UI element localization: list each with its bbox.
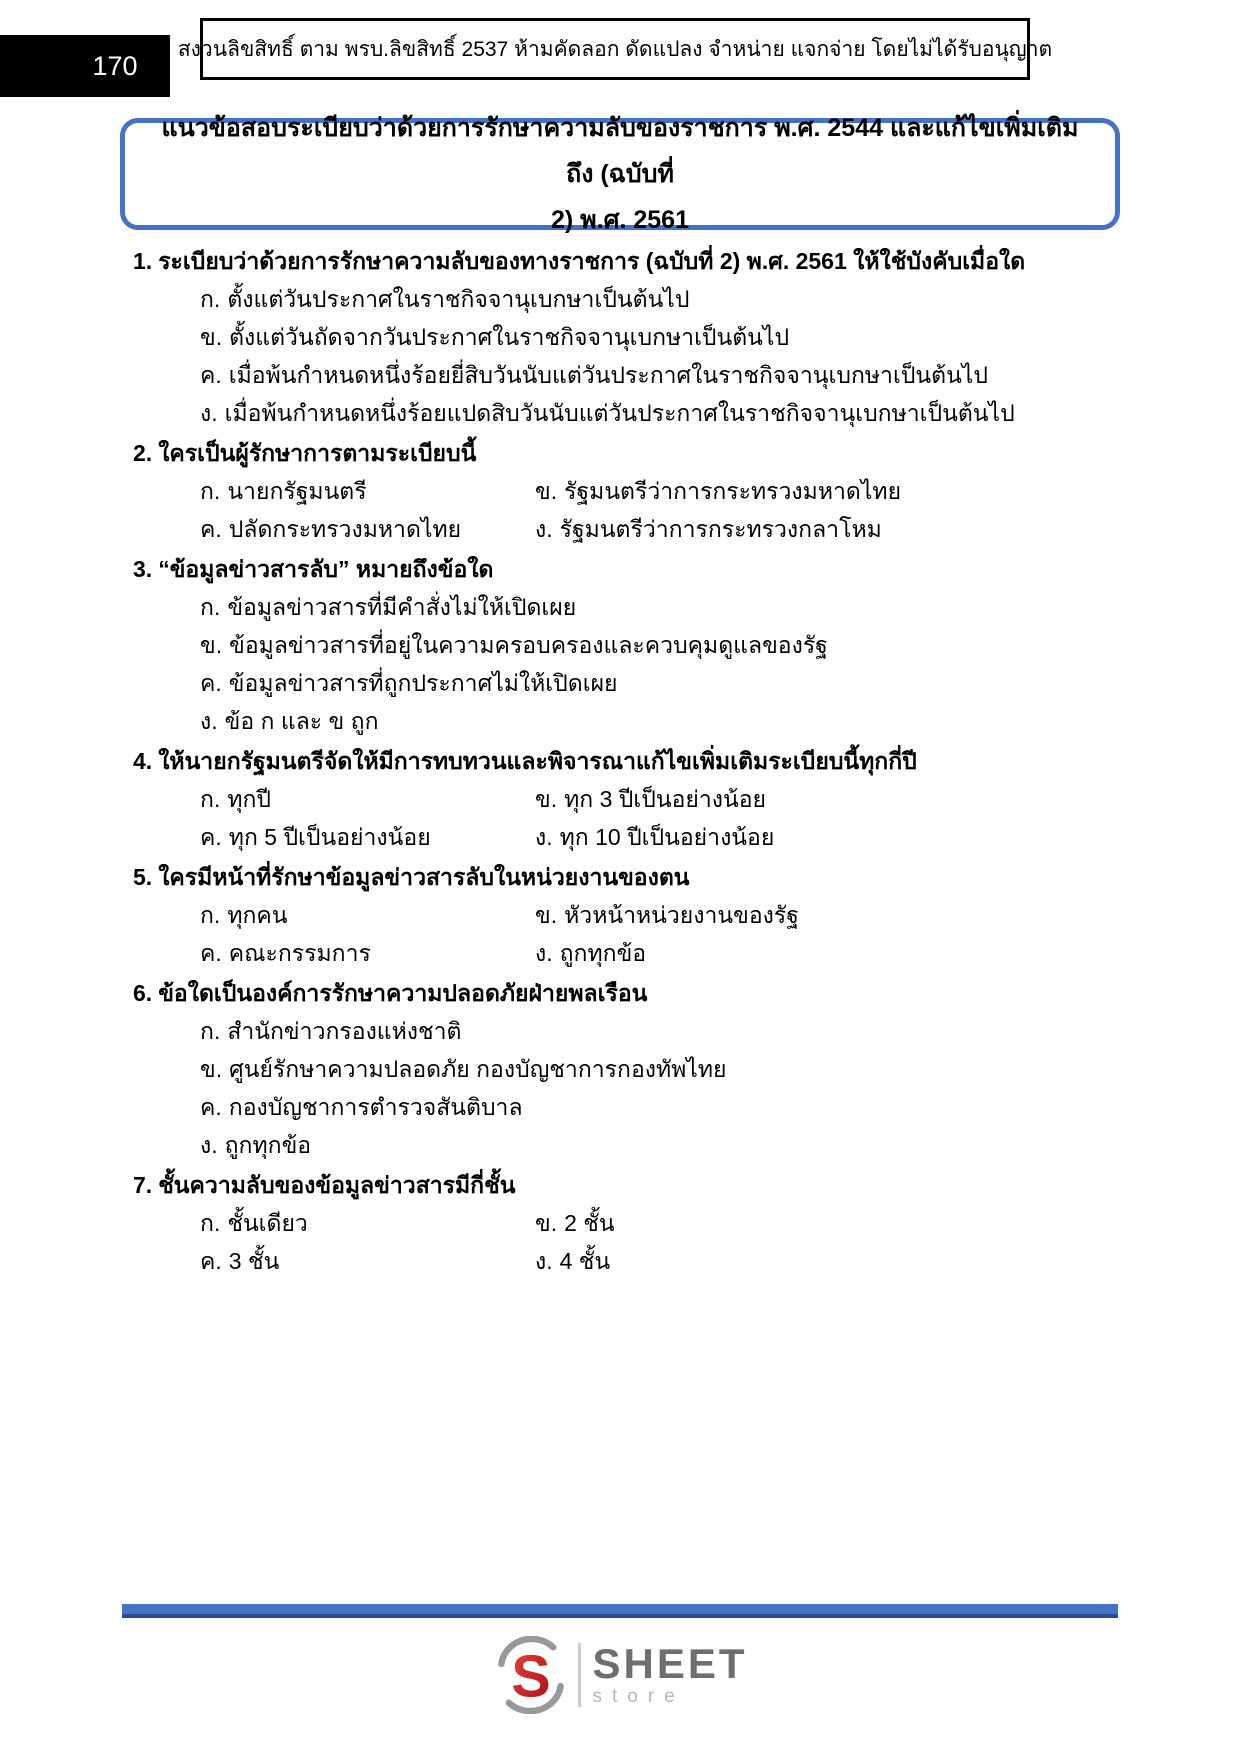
exam-title-line2: 2) พ.ศ. 2561 xyxy=(551,206,689,234)
choice xyxy=(200,1050,1123,1088)
exam-title-line1: แนวข้อสอบระเบียบว่าด้วยการรักษาความลับของราชการ พ.ศ. 2544 และแก้ไขเพิ่มเติมถึง (ฉบับที่ xyxy=(161,114,1079,188)
question-number: 6. xyxy=(133,980,153,1006)
choice-label: ก. xyxy=(200,594,221,620)
choice xyxy=(535,818,1123,856)
choice-label: ค. xyxy=(200,362,222,388)
choice xyxy=(200,356,1123,394)
question-text: ให้นายกรัฐมนตรีจัดให้มีการทบทวนและพิจารณาแก้ไขเพิ่มเติมระเบียบนี้ทุกกี่ปี xyxy=(158,748,917,774)
question-text: ใครมีหน้าที่รักษาข้อมูลข่าวสารลับในหน่วยงานของตน xyxy=(158,864,690,890)
choice xyxy=(200,818,535,856)
choice-text: ศูนย์รักษาความปลอดภัย กองบัญชาการกองทัพไทย xyxy=(229,1056,727,1082)
choice-label: ก. xyxy=(200,1018,221,1044)
choice-label: ค. xyxy=(200,516,222,542)
choice-label: ค. xyxy=(200,940,222,966)
footer-divider-bar xyxy=(122,1604,1118,1618)
choice-group xyxy=(133,780,1123,856)
choice-label: ง. xyxy=(200,1132,218,1158)
page-number: 170 xyxy=(92,50,138,81)
choice xyxy=(535,896,1123,934)
logo-divider xyxy=(577,1643,580,1707)
choice-text: 2 ชั้น xyxy=(564,1210,615,1236)
choice xyxy=(200,780,535,818)
choice-label: ค. xyxy=(200,824,222,850)
choice-text: หัวหน้าหน่วยงานของรัฐ xyxy=(564,902,799,928)
logo-letter: S xyxy=(510,1642,551,1710)
choice-label: ข. xyxy=(200,324,223,350)
choice-label: ข. xyxy=(535,786,558,812)
question xyxy=(133,974,1123,1164)
choice-text: ถูกทุกข้อ xyxy=(224,1132,312,1158)
exam-title-box xyxy=(120,114,1120,234)
choice-label: ค. xyxy=(200,670,222,696)
choice xyxy=(200,394,1123,432)
choice-text: รัฐมนตรีว่าการกระทรวงมหาดไทย xyxy=(564,478,902,504)
question-text: ชั้นความลับของข้อมูลข่าวสารมีกี่ชั้น xyxy=(158,1172,516,1198)
choice xyxy=(200,626,1123,664)
choice xyxy=(200,1088,1123,1126)
choice xyxy=(535,934,1123,972)
choice-label: ข. xyxy=(535,478,558,504)
question-list xyxy=(133,242,1123,1282)
question-text: ระเบียบว่าด้วยการรักษาความลับของทางราชการ (ฉบับที่ 2) พ.ศ. 2561 ให้ใช้บังคับเมื่อใด xyxy=(158,248,1026,274)
choice-text: ทุก 5 ปีเป็นอย่างน้อย xyxy=(228,824,431,850)
choice-label: ค. xyxy=(200,1094,222,1120)
question-number: 2. xyxy=(133,440,153,466)
choice xyxy=(200,318,1123,356)
choice-text: ถูกทุกข้อ xyxy=(559,940,647,966)
choice-text: ตั้งแต่วันถัดจากวันประกาศในราชกิจจานุเบกษาเป็นต้นไป xyxy=(229,324,790,350)
choice-text: สำนักข่าวกรองแห่งชาติ xyxy=(227,1018,462,1044)
choice-group xyxy=(133,896,1123,972)
question-text: “ข้อมูลข่าวสารลับ” หมายถึงข้อใด xyxy=(158,556,494,582)
question-number: 4. xyxy=(133,748,153,774)
choice xyxy=(200,588,1123,626)
choice-text: นายกรัฐมนตรี xyxy=(227,478,367,504)
choice xyxy=(200,1012,1123,1050)
choice-text: ตั้งแต่วันประกาศในราชกิจจานุเบกษาเป็นต้นไป xyxy=(227,286,690,312)
question-text: ข้อใดเป็นองค์การรักษาความปลอดภัยฝ่ายพลเรือน xyxy=(158,980,648,1006)
choice xyxy=(200,702,1123,740)
choice-text: ปลัดกระทรวงมหาดไทย xyxy=(228,516,462,542)
choice-text: ชั้นเดียว xyxy=(227,1210,308,1236)
choice-label: ง. xyxy=(200,400,218,426)
question-header xyxy=(133,742,1123,780)
choice-text: ทุก 10 ปีเป็นอย่างน้อย xyxy=(559,824,775,850)
question-header xyxy=(133,434,1123,472)
question xyxy=(133,242,1123,432)
question xyxy=(133,742,1123,856)
choice-text: ข้อมูลข่าวสารที่อยู่ในความครอบครองและควบคุมดูแลของรัฐ xyxy=(229,632,828,658)
choice-label: ก. xyxy=(200,478,221,504)
sheet-store-logo-icon xyxy=(493,1636,567,1714)
question-header xyxy=(133,242,1123,280)
sheet-store-logo xyxy=(493,1636,747,1714)
brand-subtitle: store xyxy=(592,1685,685,1707)
choice-group xyxy=(133,1204,1123,1280)
choice xyxy=(200,896,535,934)
choice-label: ข. xyxy=(535,902,558,928)
choice xyxy=(200,1242,535,1280)
question-number: 3. xyxy=(133,556,153,582)
choice xyxy=(200,510,535,548)
choice-text: ทุกคน xyxy=(227,902,288,928)
choice-group xyxy=(133,588,1123,740)
choice-label: ง. xyxy=(535,940,553,966)
choice xyxy=(535,1242,1123,1280)
choice xyxy=(535,780,1123,818)
choice xyxy=(200,472,535,510)
copyright-notice-box xyxy=(177,18,1053,80)
exam-title xyxy=(153,105,1087,243)
choice-text: ทุก 3 ปีเป็นอย่างน้อย xyxy=(564,786,767,812)
choice-label: ง. xyxy=(535,516,553,542)
choice-text: ข้อ ก และ ข ถูก xyxy=(224,708,379,734)
copyright-text: สงวนลิขสิทธิ์ ตาม พรบ.ลิขสิทธิ์ 2537 ห้ามคัดลอก ดัดแปลง จำหน่าย แจกจ่าย โดยไม่ได้รับอนุญาต xyxy=(177,37,1053,61)
choice-text: ข้อมูลข่าวสารที่มีคำสั่งไม่ให้เปิดเผย xyxy=(227,594,577,620)
question-header xyxy=(133,974,1123,1012)
choice-label: ง. xyxy=(535,1248,553,1274)
choice-text: เมื่อพ้นกำหนดหนึ่งร้อยแปดสิบวันนับแต่วันประกาศในราชกิจจานุเบกษาเป็นต้นไป xyxy=(224,400,1015,426)
choice-group xyxy=(133,1012,1123,1164)
choice-text: ข้อมูลข่าวสารที่ถูกประกาศไม่ให้เปิดเผย xyxy=(228,670,618,696)
question-number: 7. xyxy=(133,1172,153,1198)
question-number: 1. xyxy=(133,248,153,274)
question xyxy=(133,1166,1123,1280)
choice-text: คณะกรรมการ xyxy=(228,940,371,966)
choice-label: ค. xyxy=(200,1248,222,1274)
logo-text-block xyxy=(592,1639,748,1708)
choice-label: ข. xyxy=(200,1056,223,1082)
choice xyxy=(200,664,1123,702)
question-header xyxy=(133,550,1123,588)
choice xyxy=(535,510,1123,548)
choice-label: ข. xyxy=(200,632,223,658)
question-header xyxy=(133,858,1123,896)
choice-label: ง. xyxy=(200,708,218,734)
choice-text: 3 ชั้น xyxy=(228,1248,280,1274)
question xyxy=(133,858,1123,972)
question-number: 5. xyxy=(133,864,153,890)
choice-label: ก. xyxy=(200,1210,221,1236)
question xyxy=(133,434,1123,548)
choice-text: รัฐมนตรีว่าการกระทรวงกลาโหม xyxy=(559,516,882,542)
choice-label: ง. xyxy=(535,824,553,850)
choice-text: เมื่อพ้นกำหนดหนึ่งร้อยยี่สิบวันนับแต่วันประกาศในราชกิจจานุเบกษาเป็นต้นไป xyxy=(228,362,988,388)
choice-label: ก. xyxy=(200,786,221,812)
choice-label: ข. xyxy=(535,1210,558,1236)
choice-text: กองบัญชาการตำรวจสันติบาล xyxy=(228,1094,523,1120)
question xyxy=(133,550,1123,740)
choice-label: ก. xyxy=(200,286,221,312)
choice xyxy=(535,1204,1123,1242)
question-text: ใครเป็นผู้รักษาการตามระเบียบนี้ xyxy=(158,440,477,466)
choice-group xyxy=(133,472,1123,548)
choice xyxy=(535,472,1123,510)
choice xyxy=(200,280,1123,318)
choice xyxy=(200,1204,535,1242)
choice-text: 4 ชั้น xyxy=(559,1248,611,1274)
choice-label: ก. xyxy=(200,902,221,928)
choice-text: ทุกปี xyxy=(227,786,272,812)
question-header xyxy=(133,1166,1123,1204)
choice-group xyxy=(133,280,1123,432)
page-number-box xyxy=(0,35,170,97)
brand-name: SHEET xyxy=(592,1639,748,1687)
choice xyxy=(200,934,535,972)
choice xyxy=(200,1126,1123,1164)
